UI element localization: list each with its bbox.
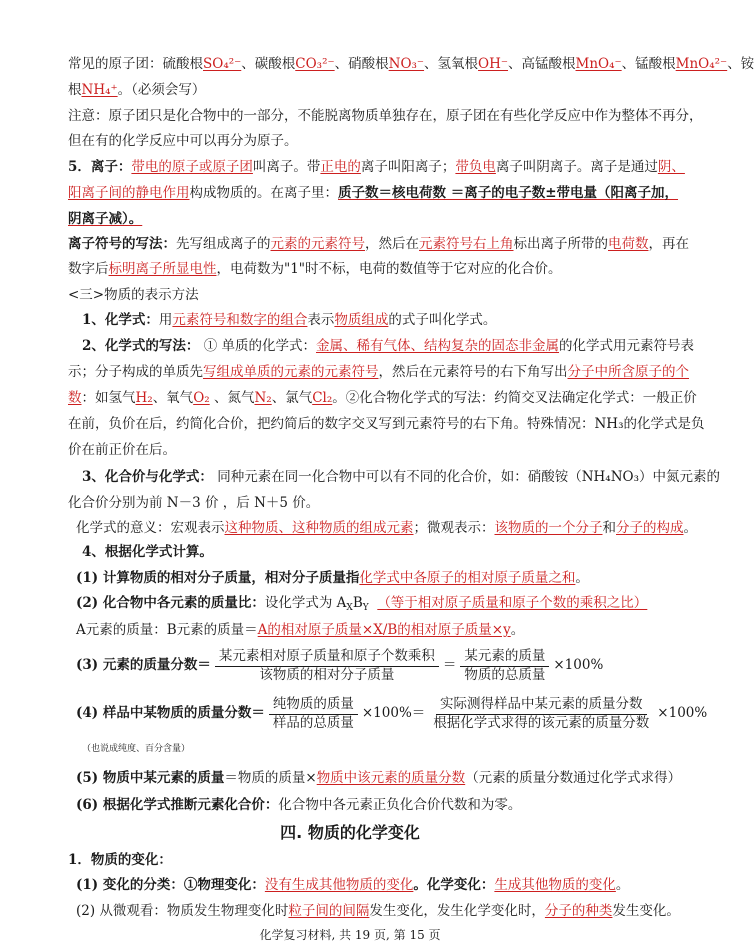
- purity-note: （也说成纯度、百分含量）: [82, 744, 191, 754]
- text: （元素的质量分数通过化学式求得）: [465, 770, 682, 786]
- rule-text: 阴离子减）。: [68, 211, 143, 227]
- calc-item-5: [76, 770, 682, 786]
- ion-line-3: [68, 213, 660, 227]
- highlight: 物质中该元素的质量分数: [316, 770, 466, 786]
- equals-sign: ＝: [442, 657, 457, 674]
- text: 。②化合物化学式的写法：约简交叉法确定化学式：一般正价: [332, 390, 697, 406]
- text: 、硝酸根: [334, 56, 389, 72]
- highlight: 该物质的一个分子: [494, 520, 603, 536]
- valence-line-1: [82, 469, 720, 485]
- text: 。: [575, 570, 589, 586]
- ion-symbol-line-2: [68, 263, 660, 277]
- text: 、氮气: [209, 390, 255, 406]
- writing-line-3: [68, 390, 697, 406]
- text: ，再在: [648, 236, 689, 252]
- text: 化合物中各元素正负化合价代数和为零。: [278, 797, 522, 813]
- calc-item-1: [76, 572, 660, 586]
- permanganate-formula: MnO₄⁻: [575, 56, 622, 72]
- highlight: 没有生成其他物质的变化: [264, 877, 414, 893]
- radicals-line-1: [68, 56, 754, 72]
- change-heading: 1．物质的变化：: [68, 852, 172, 868]
- text: 。: [683, 520, 697, 536]
- text: 。: [615, 877, 630, 893]
- ammonium-formula: NH₄⁺: [81, 82, 118, 98]
- highlight: 元素符号和数字的组合: [172, 312, 308, 328]
- subscript: X: [346, 603, 353, 613]
- text: ；微观表示：: [413, 520, 495, 536]
- writing-line-2: [68, 364, 689, 380]
- writing-line-4: 在前，负价在后，约简化合价，把约简后的数字交叉写到元素符号的右下角。特殊情况：NH₃的化学式是负: [68, 416, 705, 432]
- text: 设化学式为 A: [264, 595, 347, 611]
- highlight: 元素的元素符号: [270, 236, 365, 252]
- oxygen-formula: O₂: [193, 390, 210, 406]
- highlight: 分子中所含原子的个: [567, 364, 689, 380]
- text: 、氧气: [152, 390, 194, 406]
- highlight: 阴、: [657, 159, 685, 175]
- percent-factor: ×100%＝: [361, 705, 426, 722]
- text: 的式子叫化学式。: [388, 312, 497, 328]
- chlorine-formula: Cl₂: [312, 390, 333, 406]
- item-heading: (4) 样品中某物质的质量分数＝: [76, 705, 265, 722]
- fraction: [215, 650, 439, 682]
- item-heading: (5) 物质中某元素的质量: [76, 770, 225, 786]
- highlight: 带电的原子或原子团: [131, 159, 253, 175]
- item-heading: (3) 元素的质量分数＝: [76, 657, 211, 674]
- text: ＝物质的质量×: [224, 770, 317, 786]
- percent-factor: ×100%: [657, 705, 708, 722]
- ion-symbol-line-1: [68, 236, 689, 252]
- highlight: 元素符号右上角: [419, 236, 514, 252]
- fraction: [269, 698, 358, 730]
- calc-item-4-formula: [76, 696, 708, 731]
- text: 的化学式用元素符号表: [559, 338, 694, 354]
- highlight: 阳离子间的静电作用: [68, 185, 190, 201]
- text: 和: [602, 520, 616, 536]
- text: ，电荷数为"1"时不标，电荷的数值等于它对应的化合价。: [216, 261, 562, 277]
- highlight: 电荷数: [608, 236, 649, 252]
- numerator: 实际测得样品中某元素的质量分数: [436, 698, 647, 715]
- highlight: 生成其他物质的变化: [494, 877, 616, 893]
- subscript: Y: [362, 603, 369, 613]
- fraction: [460, 650, 549, 682]
- hydrogen-formula: H₂: [135, 390, 153, 406]
- denominator: 根据化学式求得的该元素的质量分数: [433, 714, 650, 731]
- calc-item-2: [76, 597, 660, 613]
- nitrate-formula: NO₃⁻: [388, 56, 425, 72]
- highlight: 数: [68, 390, 82, 406]
- text: 叫离子。带: [252, 159, 321, 175]
- item-heading: (2) 化合物中各元素的质量比：: [76, 595, 265, 611]
- text: ，然后在: [365, 236, 419, 252]
- text: 发生变化，发生化学变化时，: [369, 903, 545, 919]
- highlight: （等于相对原子质量和原子个数的乘积之比）: [377, 595, 648, 611]
- highlight: 分子的种类: [544, 903, 613, 919]
- highlight: 物质组成: [334, 312, 389, 328]
- formula-definition: [82, 314, 660, 328]
- text: 用: [158, 312, 173, 328]
- text: 。（必须会写）: [117, 82, 206, 98]
- item-heading: (1) 计算物质的相对分子质量，相对分子质量指: [76, 570, 360, 586]
- calc-item-6: [76, 799, 660, 813]
- calc-item-2-ratio: [76, 624, 660, 638]
- text: 化学式的意义：宏观表示: [76, 520, 225, 536]
- text: B: [352, 595, 363, 611]
- calc-heading: 4、根据化学式计算。: [82, 544, 213, 560]
- section-heading: 5．离子：: [68, 159, 132, 175]
- numerator: 纯物质的质量: [269, 698, 358, 715]
- text: ① 单质的化学式：: [199, 338, 316, 354]
- page-footer: 化学复习材料, 共 19 页, 第 15 页: [259, 928, 441, 942]
- text: 构成物质的。在离子里：: [189, 185, 338, 201]
- text: 同种元素在同一化合物中可以有不同的化合价，如：硝酸铵（NH₄NO₃）中氮元素的: [212, 469, 720, 485]
- section-heading: 3、化合价与化学式：: [82, 469, 213, 485]
- ion-line-1: [68, 159, 685, 175]
- section-heading: 2、化学式的写法：: [82, 338, 200, 354]
- text: 数字后: [68, 261, 109, 277]
- writing-line-5: 价在前正价在后。: [68, 442, 176, 458]
- hydroxide-formula: OH⁻: [478, 56, 509, 72]
- highlight: 粒子间的间隔: [288, 903, 370, 919]
- section-heading: 1、化学式：: [82, 312, 159, 328]
- text: 、氯气: [271, 390, 313, 406]
- item-heading: (1) 变化的分类：①物理变化：: [76, 877, 265, 893]
- note-line-1: 注意：原子团只是化合物中的一部分，不能脱离物质单独存在，原子团在有些化学反应中作为整体不再分，: [68, 108, 703, 124]
- radicals-line-2: [68, 84, 660, 98]
- text: 离子叫阳离子；: [360, 159, 456, 175]
- text: 先写组成离子的: [176, 236, 271, 252]
- highlight: A的相对原子质量×X/B的相对原子质量×y: [257, 622, 511, 638]
- section-heading: 离子符号的写法：: [68, 236, 176, 252]
- item-heading: (6) 根据化学式推断元素化合价：: [76, 797, 279, 813]
- text: 、铵: [727, 56, 754, 72]
- text: 示；分子构成的单质先: [68, 364, 203, 380]
- text: 常见的原子团：硫酸根: [68, 56, 203, 72]
- meaning-line: [76, 520, 697, 536]
- rule-text: 质子数＝核电荷数 ＝离子的电子数±带电量（阳离子加，: [338, 185, 679, 201]
- numerator: 某元素相对原子质量和原子个数乘积: [215, 650, 439, 667]
- highlight: 这种物质、这种物质的组成元素: [224, 520, 414, 536]
- text: ：如氢气: [81, 390, 136, 406]
- text: 、碳酸根: [241, 56, 296, 72]
- change-item-2: [76, 903, 680, 919]
- text: 、氢氧根: [424, 56, 479, 72]
- text: 。: [510, 622, 525, 638]
- calc-item-3-formula: [76, 650, 660, 682]
- denominator: 物质的总质量: [464, 666, 546, 683]
- fraction: [429, 698, 653, 730]
- text: 标出离子所带的: [513, 236, 608, 252]
- highlight: 正电的: [320, 159, 361, 175]
- text: 、锰酸根: [621, 56, 676, 72]
- highlight: 标明离子所显电性: [108, 261, 217, 277]
- valence-line-2: 化合价分别为前 N－3 价 ，后 N＋5 价。: [68, 495, 320, 511]
- text: 离子叫阴离子。离子是通过: [495, 159, 658, 175]
- denominator: 该物质的相对分子质量: [259, 666, 395, 683]
- highlight: 写组成单质的元素的元素符号: [203, 364, 379, 380]
- change-item-1: [76, 879, 660, 893]
- highlight: 金属、稀有气体、结构复杂的固态非金属: [316, 338, 559, 354]
- denominator: 样品的总质量: [272, 714, 354, 731]
- section-3-title: <三>物质的表示方法: [68, 287, 199, 303]
- highlight: 分子的构成: [616, 520, 684, 536]
- numerator: 某元素的质量: [460, 650, 549, 667]
- item-heading: 。化学变化：: [413, 877, 495, 893]
- writing-line-1: [82, 338, 694, 354]
- text: ，然后在元素符号的右下角写出: [378, 364, 568, 380]
- text: 表示: [307, 312, 335, 328]
- manganate-formula: MnO₄²⁻: [675, 56, 728, 72]
- highlight: 化学式中各原子的相对原子质量之和: [359, 570, 576, 586]
- text: A元素的质量：B元素的质量＝: [76, 622, 258, 638]
- ion-line-2: [68, 185, 679, 201]
- percent-factor: ×100%: [553, 657, 604, 674]
- text: 发生变化。: [612, 903, 680, 919]
- text: 根: [68, 82, 82, 98]
- note-line-2: 但在有的化学反应中可以再分为原子。: [68, 133, 298, 149]
- text: (2) 从微观看：物质发生物理变化时: [76, 903, 289, 919]
- sulfate-formula: SO₄²⁻: [203, 56, 242, 72]
- text: 、高锰酸根: [508, 56, 576, 72]
- nitrogen-formula: N₂: [254, 390, 272, 406]
- carbonate-formula: CO₃²⁻: [295, 56, 335, 72]
- highlight: 带负电: [455, 159, 496, 175]
- section-4-title: 四. 物质的化学变化: [280, 823, 420, 842]
